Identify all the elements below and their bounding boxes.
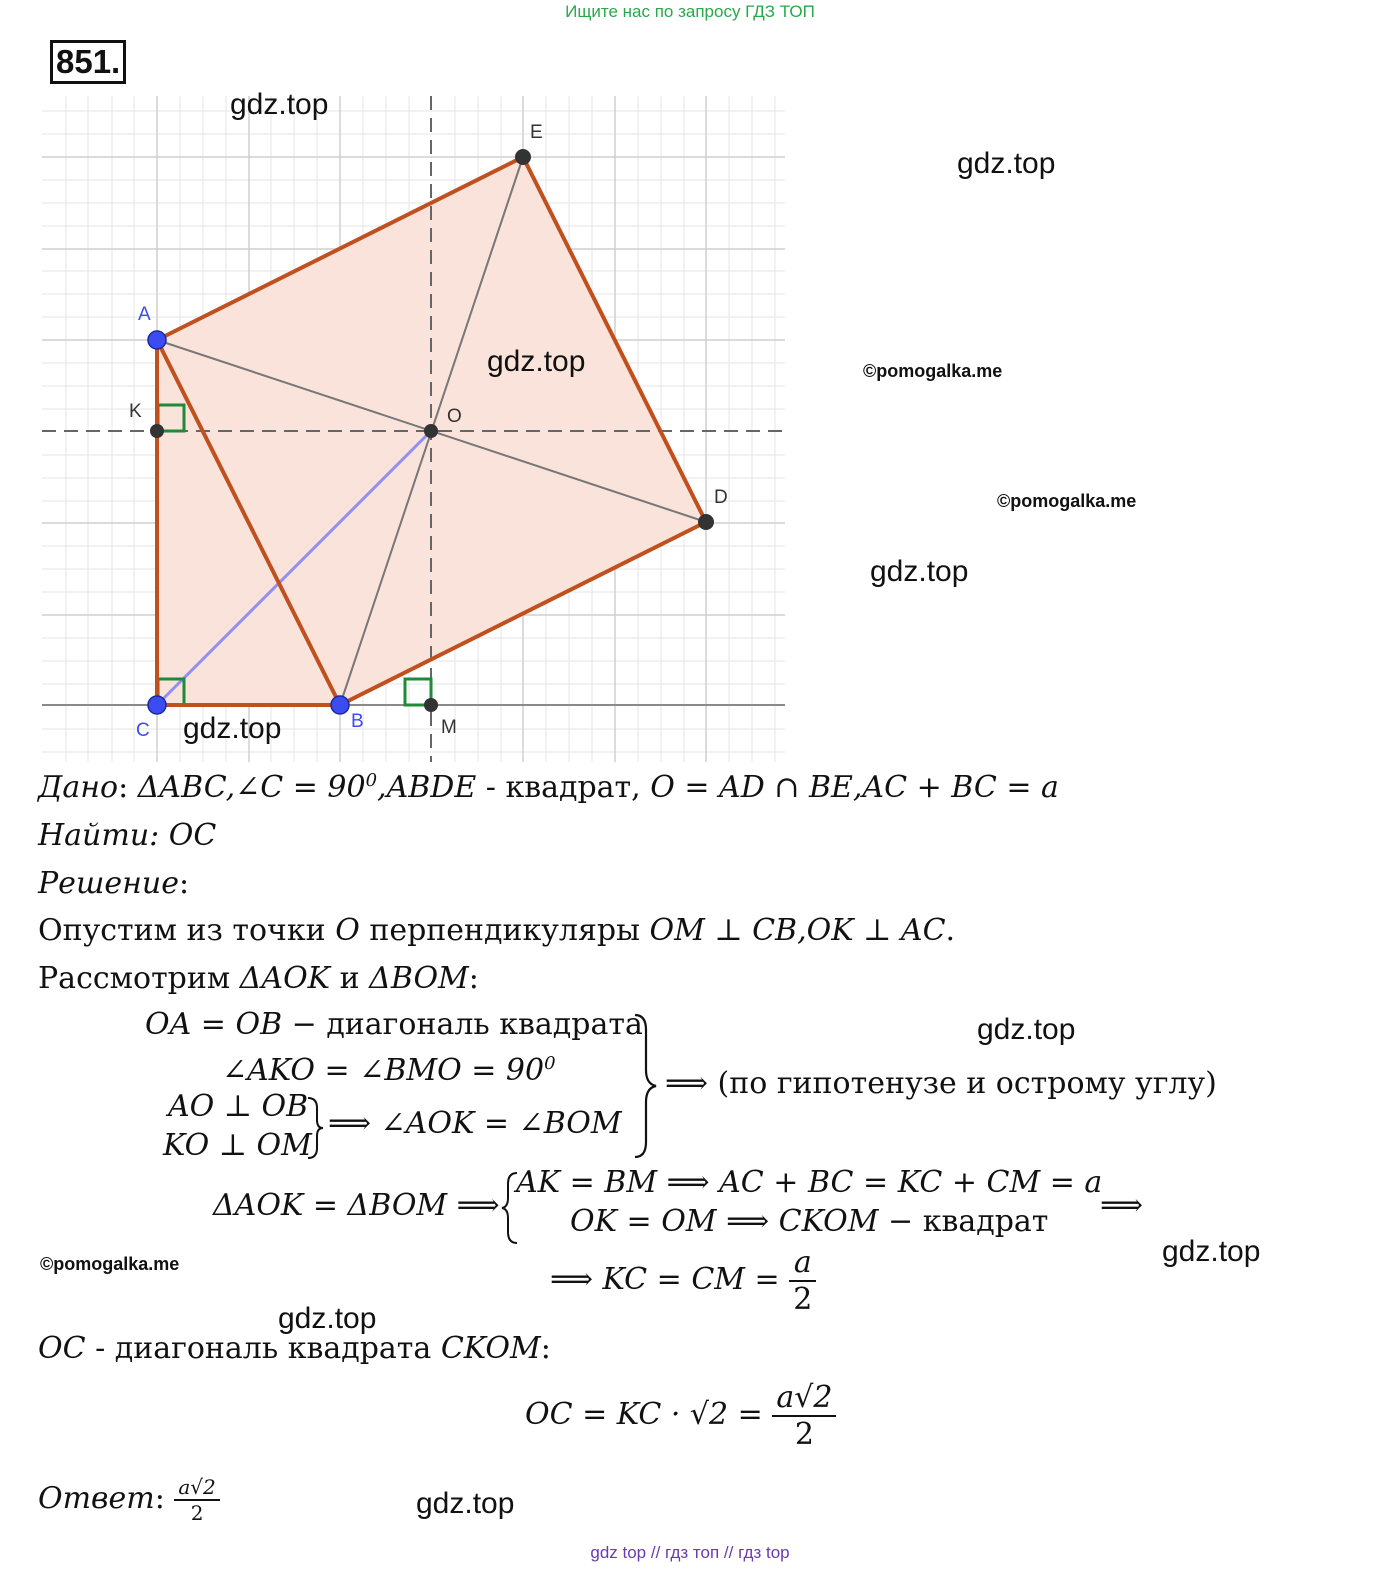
- oc-formula-lhs: OC = KC · √2 =: [525, 1397, 763, 1432]
- point-b: [331, 696, 349, 714]
- step1-point: O: [335, 913, 360, 948]
- small-brace: [305, 1096, 325, 1160]
- system-line-4: KO ⊥ OM: [163, 1128, 312, 1163]
- point-d: [698, 514, 714, 530]
- copyright-mark: ©pomogalka.me: [863, 361, 1003, 381]
- answer-fraction: [174, 1475, 219, 1525]
- footer-separator: //: [650, 1543, 661, 1562]
- point-a: [148, 331, 166, 349]
- label-d: D: [714, 487, 728, 508]
- label-m: M: [441, 717, 457, 738]
- solution-label: Решение: [38, 866, 179, 901]
- watermark: gdz.top: [977, 1013, 1076, 1046]
- kc-lhs: ⟹ KC = CM =: [550, 1262, 780, 1297]
- system-line-2: [222, 1053, 556, 1088]
- label-o: O: [447, 406, 462, 427]
- find-line: [38, 818, 216, 853]
- oc-label: OC: [38, 1331, 86, 1366]
- system-angle-implication: ⟹ ∠AOK = ∠BOM: [328, 1106, 622, 1141]
- watermark: gdz.top: [870, 555, 969, 588]
- answer-line: [38, 1475, 220, 1525]
- point-c: [148, 696, 166, 714]
- watermark: gdz.top: [487, 345, 586, 378]
- label-a: A: [138, 304, 151, 325]
- problem-number: 851.: [50, 40, 126, 84]
- step2-colon: :: [468, 961, 479, 996]
- point-k: [150, 424, 164, 438]
- oc-formula: [525, 1380, 836, 1452]
- fraction-numerator: a√2: [772, 1380, 836, 1417]
- step-perpendiculars: [38, 913, 955, 948]
- system-diagonal-word: диагональ квадрата: [326, 1007, 643, 1042]
- answer-label: Ответ: [38, 1481, 155, 1516]
- footer-link-2[interactable]: гдз топ: [665, 1543, 720, 1562]
- given-word: - квадрат,: [476, 770, 651, 805]
- congruence-square-word: квадрат: [922, 1204, 1049, 1239]
- given-line: Дано: ΔABC,∠C = $90^0,ABDE$ - квадрат, O = AD ∩ BE,AC + BC = a: [38, 770, 1059, 805]
- point-e: [515, 149, 531, 165]
- system-line-1: [145, 1007, 643, 1042]
- large-brace: [632, 1012, 660, 1160]
- solution-line: Решение:: [38, 866, 190, 901]
- step2-triangle1: ΔAOK: [239, 961, 331, 996]
- geometry-figure: [0, 0, 800, 770]
- watermark: gdz.top: [230, 88, 329, 121]
- fraction-a-root2-over-2: [772, 1380, 836, 1452]
- step2-triangle2: ΔBOM: [369, 961, 469, 996]
- oc-statement: [38, 1331, 551, 1366]
- step2-and: и: [330, 961, 370, 996]
- given-square: ,ABDE: [377, 770, 477, 805]
- label-e: E: [530, 122, 543, 143]
- congruence-row-1: AK = BM ⟹ AC + BC = KC + CM = a: [516, 1165, 1103, 1200]
- system-oa-ob: OA = OB −: [145, 1007, 327, 1042]
- fraction-denominator: 2: [793, 1282, 813, 1317]
- watermark: gdz.top: [183, 712, 282, 745]
- point-m: [424, 698, 438, 712]
- step1-text2: перпендикуляры: [359, 913, 650, 948]
- watermark: gdz.top: [1162, 1235, 1261, 1268]
- top-banner[interactable]: Ищите нас по запросу ГДЗ ТОП: [565, 2, 815, 21]
- step1-text: Опустим из точки: [38, 913, 336, 948]
- system-angles: ∠AKO = ∠BMO = 90: [222, 1053, 545, 1088]
- step1-expr: OM ⊥ CB,OK ⊥ AC: [649, 913, 946, 948]
- footer-link-3[interactable]: гдз top: [738, 1543, 790, 1562]
- oc-colon: :: [540, 1331, 551, 1366]
- watermark: gdz.top: [957, 147, 1056, 180]
- oc-statement-text: - диагональ квадрата: [85, 1331, 441, 1366]
- congruence-ok-om: OK = OM ⟹ CKOM −: [570, 1204, 923, 1239]
- system-line-3: AO ⊥ OB: [168, 1089, 309, 1124]
- conclusion-arrow: ⟹: [665, 1066, 718, 1101]
- footer-link-1[interactable]: gdz top: [590, 1543, 647, 1562]
- congruence-row-2: [570, 1204, 1048, 1239]
- footer-separator: //: [723, 1543, 734, 1562]
- footer-links: [0, 1543, 1380, 1563]
- congruence-left: ΔAOK = ΔBOM ⟹: [213, 1188, 500, 1223]
- watermark: gdz.top: [278, 1302, 377, 1335]
- step1-dot: .: [945, 913, 956, 948]
- fraction-numerator: a: [789, 1245, 816, 1282]
- congruence-arrow: ⟹: [1100, 1188, 1144, 1223]
- label-b: B: [351, 711, 364, 732]
- given-label: Дано: [38, 770, 119, 805]
- system-degree: 0: [544, 1053, 556, 1074]
- find-value: OC: [168, 818, 217, 853]
- answer-colon: :: [154, 1481, 165, 1516]
- system-conclusion: [665, 1066, 1217, 1101]
- find-label: Найти:: [38, 818, 169, 853]
- kc-result: [550, 1245, 816, 1317]
- answer-denominator: 2: [190, 1501, 204, 1525]
- watermark: gdz.top: [416, 1487, 515, 1520]
- oc-square-name: CKOM: [440, 1331, 541, 1366]
- fraction-denominator: 2: [794, 1417, 814, 1452]
- given-degree: 0: [365, 770, 378, 791]
- given-conditions: O = AD ∩ BE,AC + BC = a: [650, 770, 1059, 805]
- copyright-mark: ©pomogalka.me: [40, 1254, 180, 1274]
- point-o: [424, 424, 438, 438]
- step-consider: [38, 961, 479, 996]
- fraction-a-over-2: [789, 1245, 816, 1317]
- label-c: C: [136, 720, 150, 741]
- given-triangle: ΔABC,∠C = 90: [137, 770, 366, 805]
- conclusion-text: (по гипотенузе и острому углу): [717, 1066, 1217, 1101]
- answer-numerator: a√2: [174, 1475, 219, 1501]
- copyright-mark: ©pomogalka.me: [997, 491, 1137, 511]
- label-k: K: [129, 401, 142, 422]
- step2-text: Рассмотрим: [38, 961, 240, 996]
